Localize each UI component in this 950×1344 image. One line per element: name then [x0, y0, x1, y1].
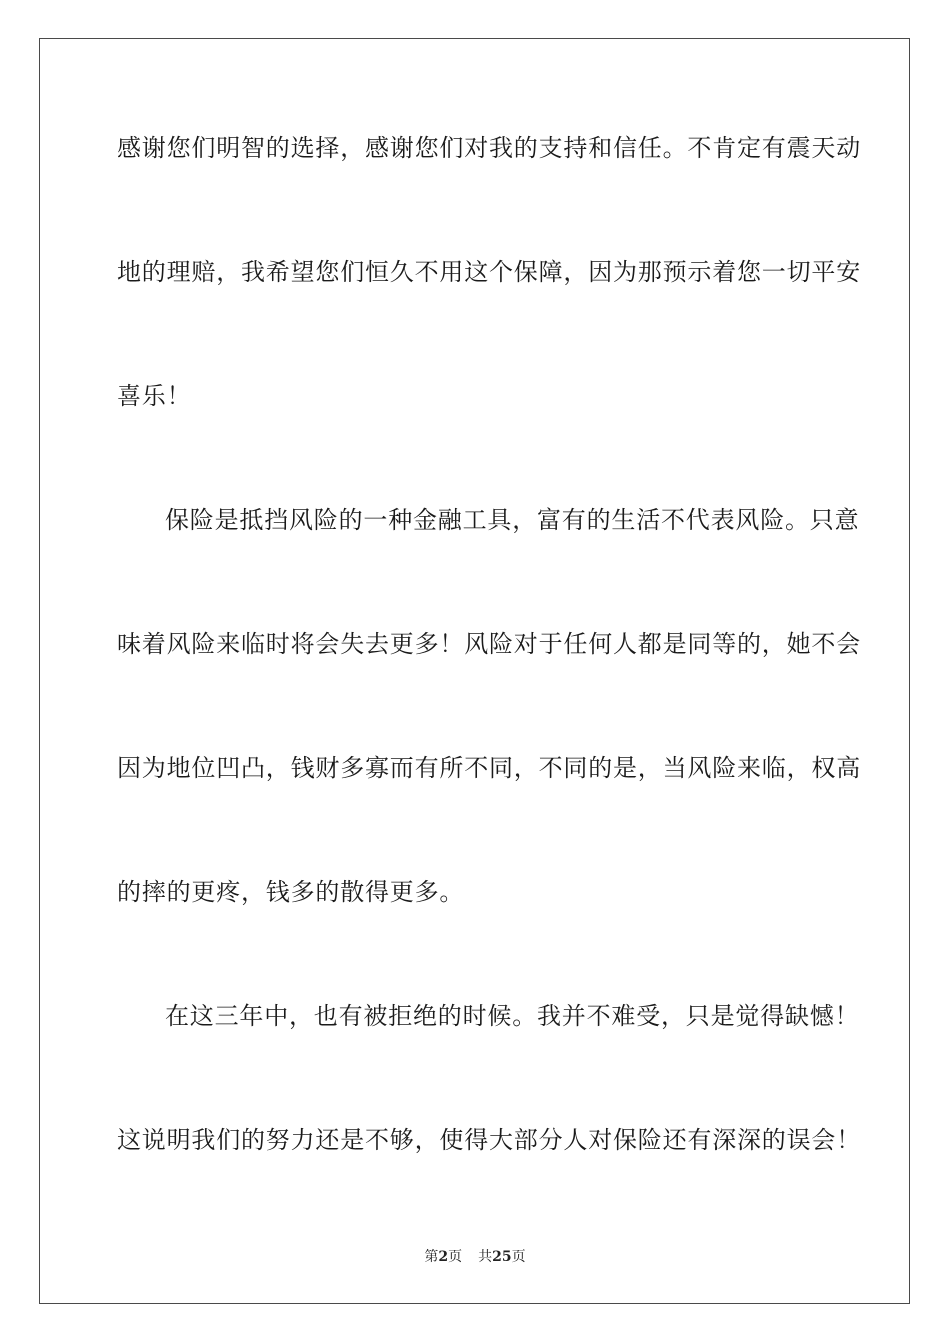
text-line-paragraph-start: 保险是抵挡风险的一种金融工具，富有的生活不代表风险。只意 [165, 506, 860, 534]
text-line: 的摔的更疼，钱多的散得更多。 [117, 878, 465, 906]
text-line: 感谢您们明智的选择，感谢您们对我的支持和信任。不肯定有震天动 [117, 134, 861, 162]
total-pages: 25 [492, 1249, 512, 1265]
text-line: 因为地位凹凸，钱财多寡而有所不同，不同的是，当风险来临，权高 [117, 754, 861, 782]
page-number: 2 [438, 1249, 449, 1265]
document-body [117, 128, 861, 1244]
total-suffix: 页 [511, 1249, 526, 1265]
page-footer [0, 1248, 950, 1266]
text-line: 味着风险来临时将会失去更多！风险对于任何人都是同等的，她不会 [117, 630, 861, 658]
text-line: 这说明我们的努力还是不够，使得大部分人对保险还有深深的误会！ [117, 1126, 861, 1154]
text-line: 喜乐！ [117, 382, 192, 410]
total-prefix: 共 [478, 1249, 493, 1265]
text-line: 地的理赔，我希望您们恒久不用这个保障，因为那预示着您一切平安 [117, 258, 861, 286]
page-suffix: 页 [448, 1249, 463, 1265]
page-prefix: 第 [424, 1249, 439, 1265]
text-line-paragraph-start: 在这三年中，也有被拒绝的时候。我并不难受，只是觉得缺憾！ [165, 1002, 860, 1030]
